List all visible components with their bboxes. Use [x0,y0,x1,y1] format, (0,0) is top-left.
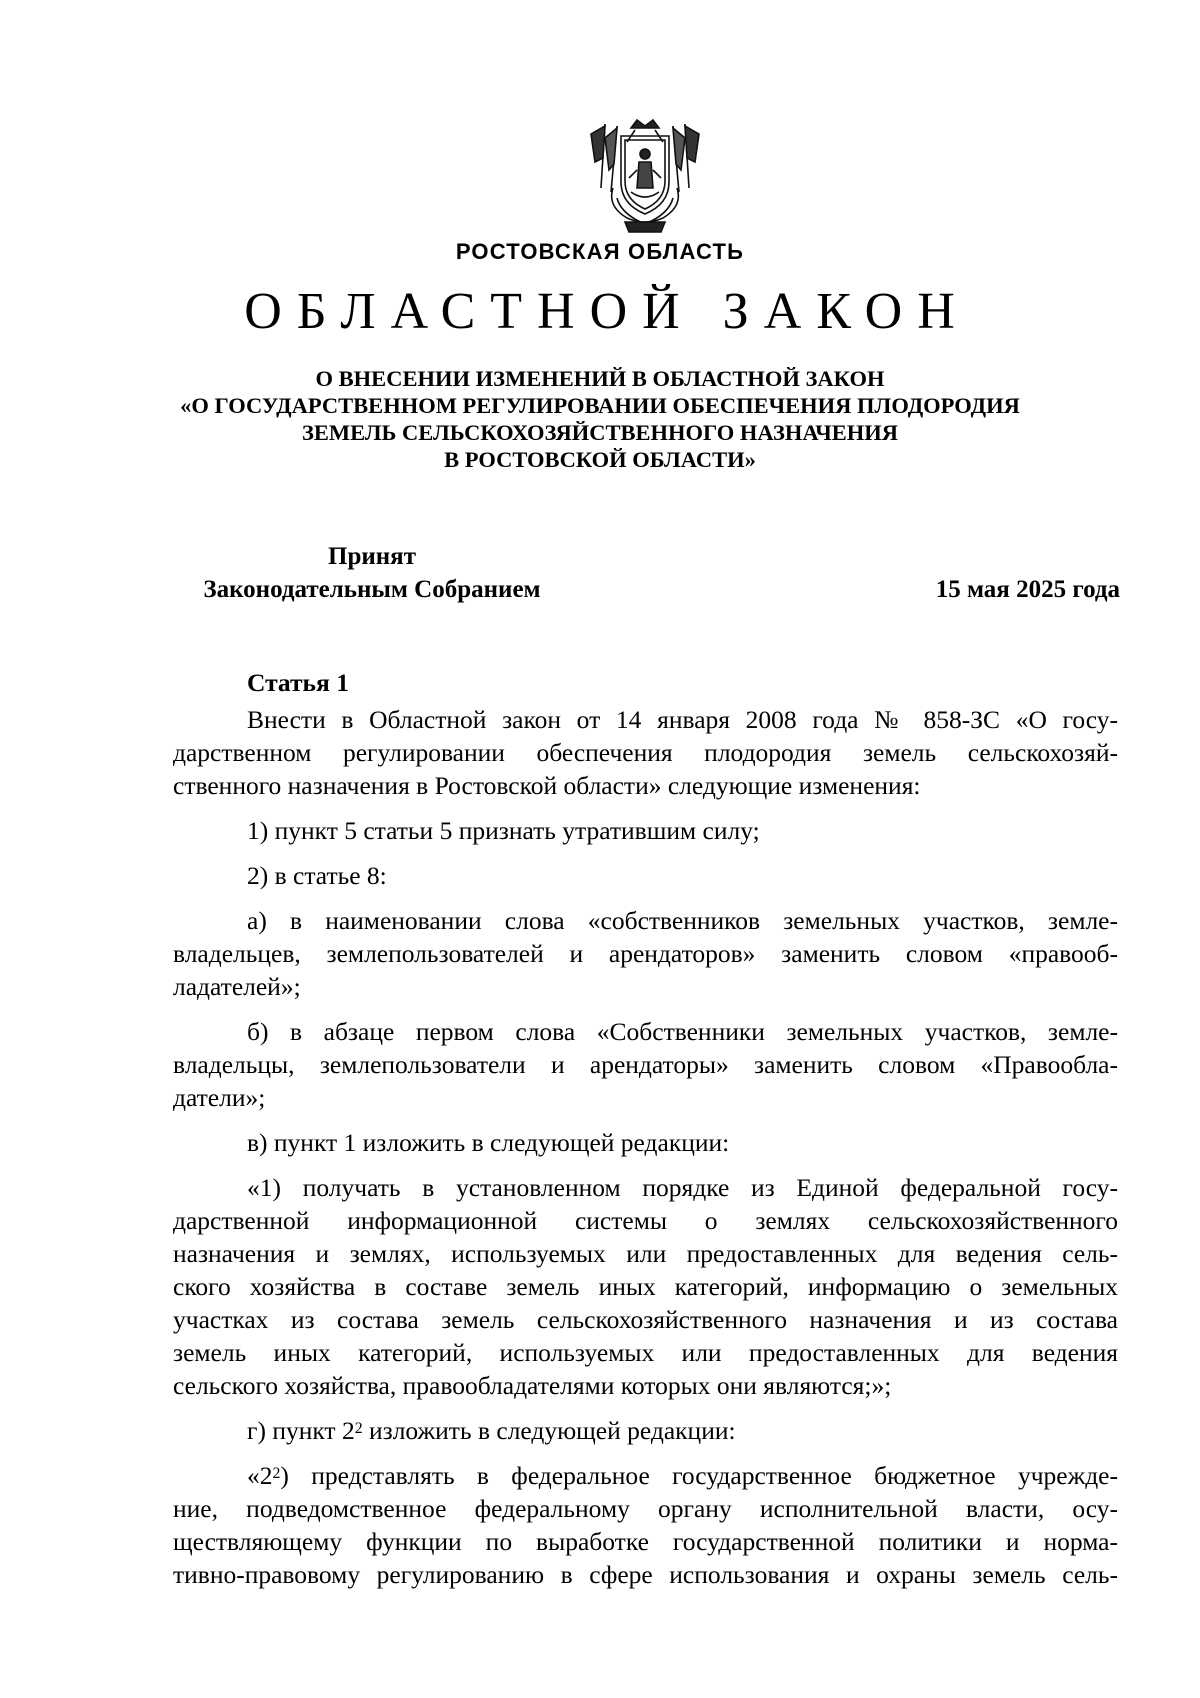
text-line: дарственной информационной системы о землях сельскохозяйственного [173,1206,1118,1235]
paragraph-quote-2 [173,1459,1118,1591]
region-name: РОСТОВСКАЯ ОБЛАСТЬ [455,239,745,264]
adoption-date: 15 мая 2025 года [935,576,1120,603]
title-line: ЗЕМЕЛЬ СЕЛЬСКОХОЗЯЙСТВЕННОГО НАЗНАЧЕНИЯ [301,420,899,445]
text-line: ского хозяйства в составе земель иных категорий, информацию о земельных [173,1272,1118,1301]
text-line: Внести в Областной закон от 14 января 2008 года № 858-ЗС «О госу- [247,705,1118,734]
superscript: 2 [272,1465,281,1483]
text-line: участках из состава земель сельскохозяйственного назначения и из состава [173,1305,1118,1334]
paragraph-item-b [173,1015,1118,1114]
text-line: дарственном регулировании обеспечения плодородия земель сельскохозяй- [173,738,1118,767]
text-line: владельцев, землепользователей и арендаторов» заменить словом «правооб- [173,939,1118,968]
paragraph-item-2: 2) в статье 8: [247,861,387,890]
text-line: «1) получать в установленном порядке из Единой федеральной госу- [247,1173,1118,1202]
text-line: ственного назначения в Ростовской области» следующие изменения: [173,771,921,800]
title-line: О ВНЕСЕНИИ ИЗМЕНЕНИЙ В ОБЛАСТНОЙ ЗАКОН [315,366,885,391]
coat-of-arms-icon [587,118,703,236]
text-line: земель иных категорий, используемых или предоставленных для ведения [173,1338,1118,1367]
paragraph-item-1: 1) пункт 5 статьи 5 признать утратившим силу; [247,816,760,845]
text-fragment: ) представлять в федеральное государственное бюджетное учрежде- [280,1461,1118,1490]
article-heading: Статья 1 [247,668,349,697]
text-line: тивно-правовому регулированию в сфере использования и охраны земель сель- [173,1560,1118,1589]
text-line: сельского хозяйства, правообладателями которых они являются;»; [173,1371,892,1400]
paragraph-item-v: в) пункт 1 изложить в следующей редакции: [247,1128,730,1157]
title-line: «О ГОСУДАРСТВЕННОМ РЕГУЛИРОВАНИИ ОБЕСПЕЧЕНИЯ ПЛОДОРОДИЯ [180,393,1020,418]
text-line: ние, подведомственное федеральному органу исполнительной власти, осу- [173,1494,1118,1523]
adoption-info [174,540,570,606]
text-line: назначения и землях, используемых или предоставленных для ведения сель- [173,1239,1118,1268]
text-line [173,1459,1118,1492]
text-line: ладателей»; [173,972,301,1001]
text-line: владельцы, землепользователи и арендаторы» заменить словом «Правообла- [173,1050,1118,1079]
adoption-line: Принят [328,543,416,570]
text-fragment: «2 [247,1461,273,1490]
paragraph-intro [173,703,1118,802]
text-line: а) в наименовании слова «собственников земельных участков, земле- [247,906,1118,935]
superscript: 2 [354,1420,363,1438]
text-line: б) в абзаце первом слова «Собственники земельных участков, земле- [247,1017,1118,1046]
document-type: ОБЛАСТНОЙ ЗАКОН [244,283,970,340]
text-fragment: г) пункт 2 [247,1416,355,1445]
paragraph-quote-1 [173,1171,1118,1402]
text-line: датели»; [173,1083,266,1112]
title-line: В РОСТОВСКОЙ ОБЛАСТИ» [444,447,756,472]
paragraph-item-g [173,1414,1118,1447]
article-body [173,666,1118,1603]
adoption-body: Законодательным Собранием [203,576,541,603]
law-title [100,365,1100,473]
paragraph-item-a [173,904,1118,1003]
text-line: ществляющему функции по выработке государственной политики и норма- [173,1527,1118,1556]
text-fragment: изложить в следующей редакции: [362,1416,736,1445]
